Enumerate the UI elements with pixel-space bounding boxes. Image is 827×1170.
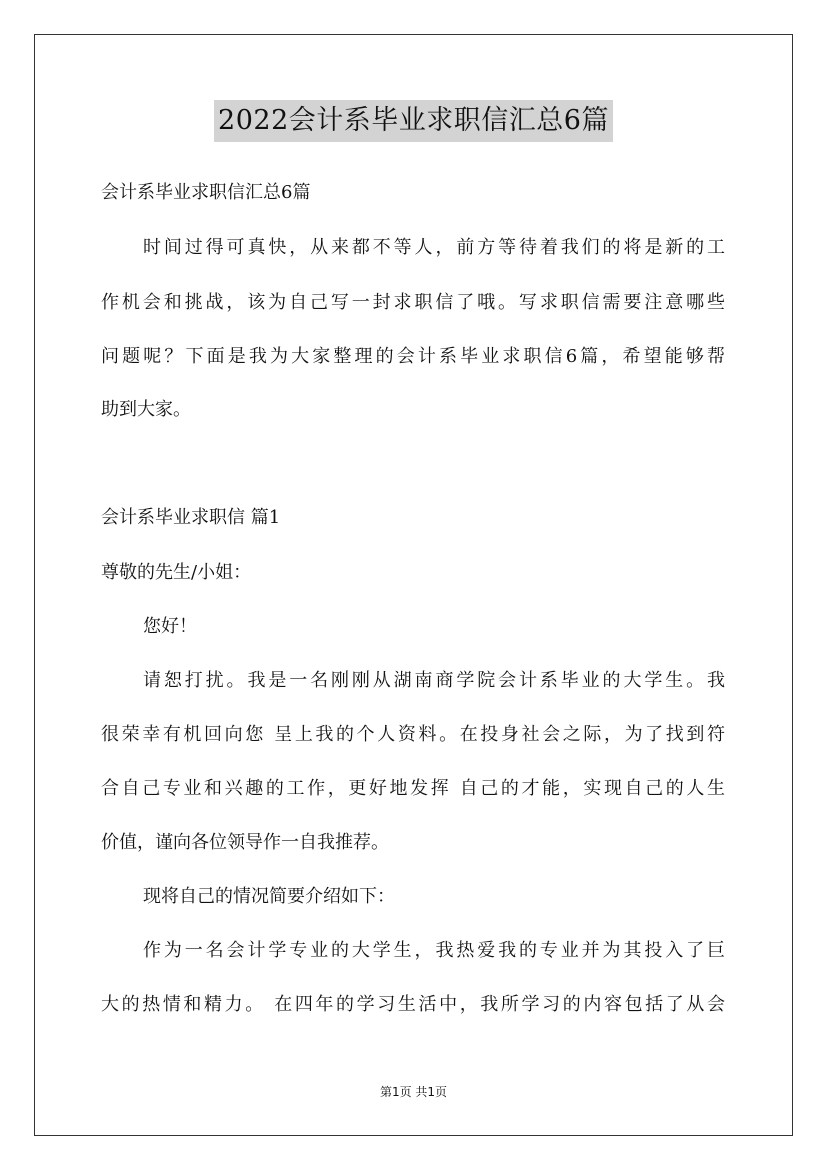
document-title bbox=[0, 100, 827, 142]
salutation: 尊敬的先生/小姐： bbox=[101, 562, 252, 583]
para3-line-1: 作为一名会计学专业的大学生，我热爱我的专业并为其投入了巨 bbox=[143, 940, 725, 961]
greeting: 您好！ bbox=[143, 616, 197, 637]
intro-line-2: 作机会和挑战，该为自己写一封求职信了哦。写求职信需要注意哪些 bbox=[101, 292, 725, 313]
para1-line-4: 价值，谨向各位领导作一自我推荐。 bbox=[101, 832, 389, 853]
para1-line-3: 合自己专业和兴趣的工作，更好地发挥 自己的才能，实现自己的人生 bbox=[101, 778, 725, 799]
intro-line-1: 时间过得可真快，从来都不等人，前方等待着我们的将是新的工 bbox=[143, 237, 725, 258]
page-number: 第1页 共1页 bbox=[379, 1085, 448, 1099]
para1-line-1: 请恕打扰。我是一名刚刚从湖南商学院会计系毕业的大学生。我 bbox=[143, 670, 725, 691]
intro-line-3: 问题呢？下面是我为大家整理的会计系毕业求职信6篇，希望能够帮 bbox=[101, 346, 725, 367]
section-heading: 会计系毕业求职信 篇1 bbox=[101, 507, 281, 528]
para2-line: 现将自己的情况简要介绍如下： bbox=[143, 886, 395, 907]
subtitle: 会计系毕业求职信汇总6篇 bbox=[101, 182, 311, 203]
page-footer bbox=[0, 1084, 827, 1100]
intro-line-4: 助到大家。 bbox=[101, 399, 191, 420]
para1-line-2: 很荣幸有机回向您 呈上我的个人资料。在投身社会之际，为了找到符 bbox=[101, 724, 725, 745]
para3-line-2: 大的热情和精力。 在四年的学习生活中，我所学习的内容包括了从会 bbox=[101, 994, 725, 1015]
document-title-text: 2022会计系毕业求职信汇总6篇 bbox=[214, 100, 613, 142]
